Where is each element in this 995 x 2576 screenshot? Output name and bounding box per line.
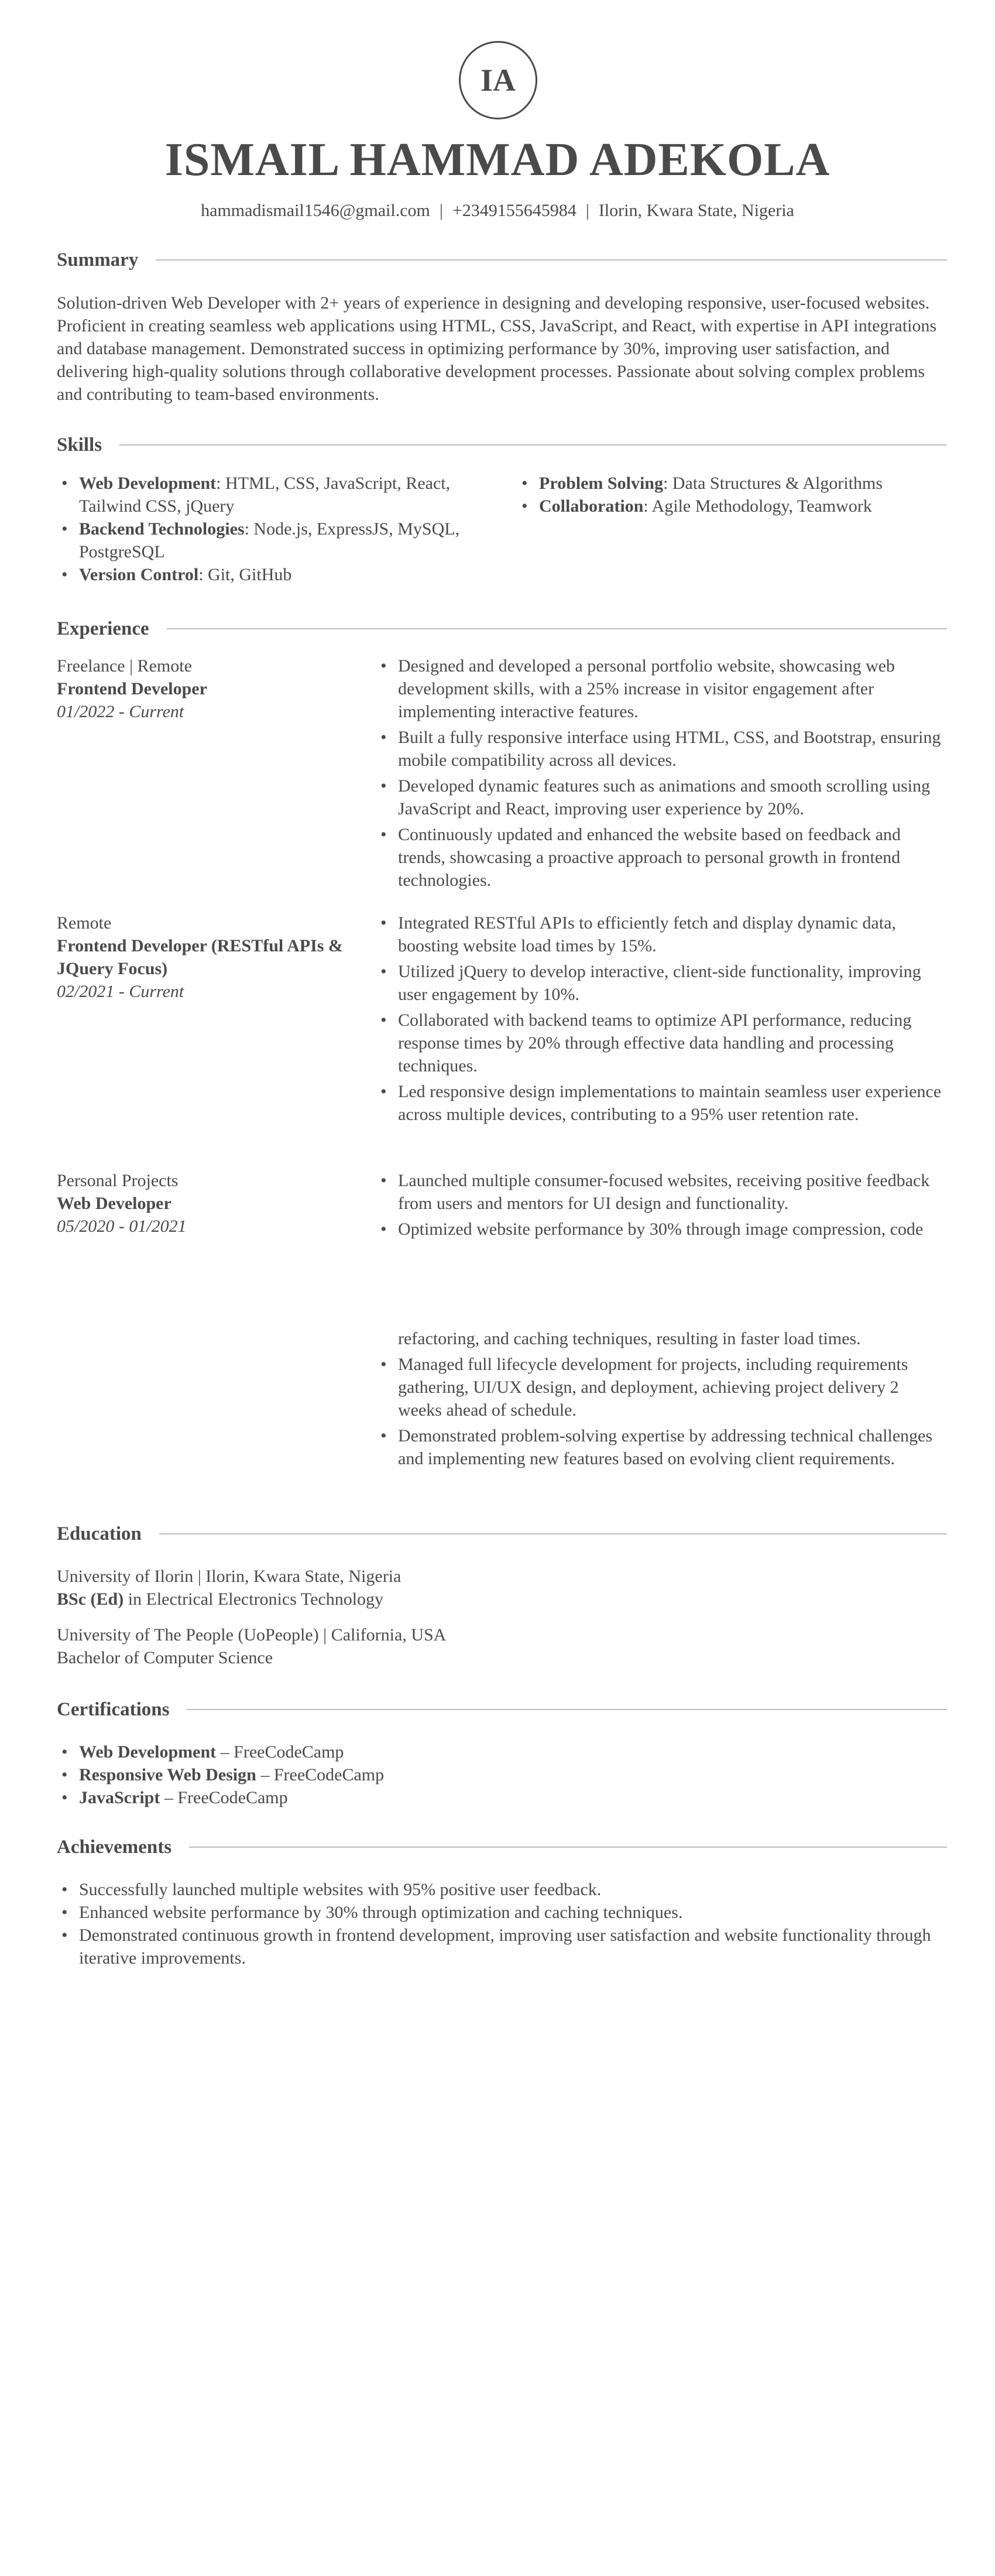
skill-item [517, 472, 947, 495]
skill-label: Collaboration [539, 496, 644, 516]
job-bullet: • Utilized jQuery to develop interactive, client-side functionality, improving user engagement by 10%. [376, 960, 947, 1006]
job-bullet: • Collaborated with backend teams to optimize API performance, reducing response times by 20% through effective data handling and processing techniques. [376, 1009, 947, 1077]
education-school: University of Ilorin | Ilorin, Kwara State, Nigeria [57, 1567, 402, 1586]
achievement-item: • Demonstrated continuous growth in frontend development, improving user satisfaction and website functionality through iterative improvements. [57, 1924, 947, 1969]
section-divider [119, 444, 947, 446]
contact-separator: | [585, 201, 589, 220]
education-title: Education [57, 1523, 142, 1544]
monogram-badge [459, 41, 537, 119]
education-degree [57, 1588, 947, 1611]
degree-type: BSc (Ed) [57, 1590, 124, 1609]
achievements-heading [57, 1835, 947, 1859]
job-role: Frontend Developer [57, 679, 207, 698]
section-divider [189, 1847, 947, 1848]
contact-email: hammadismail1546@gmail.com [201, 201, 430, 220]
job-bullet: • Integrated RESTful APIs to efficiently fetch and display dynamic data, boosting website load times by 15%. [376, 912, 947, 957]
job-company: Freelance | Remote [57, 656, 192, 676]
certifications-heading [57, 1698, 947, 1721]
skill-value: : Git, GitHub [198, 565, 292, 584]
job-bullet: • Continuously updated and enhanced the website based on feedback and trends, showcasing a proactive approach to personal growth in frontend technologies. [376, 823, 947, 892]
job-bullet: • Managed full lifecycle development for projects, including requirements gathering, UI/UX design, and deployment, achieving project delivery 2 weeks ahead of schedule. [376, 1353, 947, 1421]
education-school: University of The People (UoPeople) | California, USA [57, 1625, 447, 1645]
section-divider [167, 628, 947, 629]
monogram-text: IA [480, 63, 516, 98]
summary-text: Solution-driven Web Developer with 2+ years of experience in designing and developing responsive, user-focused websites. Proficient in creating seamless web applications using HTML, CSS, JavaScript, and React, with expertise in API integrations and database management. Demonstrated success in optimizing performance by 30%, improving user satisfaction, and delivering high-quality solutions through collaborative development processes. Passionate about solving complex problems and contributing to team-based environments. [57, 293, 937, 404]
certification-issuer: – FreeCodeCamp [160, 1788, 288, 1807]
certification-name: JavaScript [79, 1788, 160, 1807]
job-dates: 05/2020 - 01/2021 [57, 1217, 187, 1236]
certification-name: Responsive Web Design [79, 1765, 256, 1784]
job-bullet: • Developed dynamic features such as animations and smooth scrolling using JavaScript and React, improving user experience by 20%. [376, 775, 947, 820]
job-bullet: • Demonstrated problem-solving expertise by addressing technical challenges and implementing new features based on evolving client requirements. [376, 1424, 947, 1470]
certification-issuer: – FreeCodeCamp [256, 1765, 385, 1784]
certification-item [57, 1741, 947, 1763]
section-divider [187, 1709, 947, 1710]
certification-name: Web Development [79, 1742, 217, 1762]
section-divider [156, 259, 947, 261]
job-bullets [376, 912, 947, 1126]
skill-value: : Node.js, ExpressJS, MySQL, PostgreSQL [79, 519, 460, 561]
certifications-list [57, 1741, 947, 1809]
contact-location: Ilorin, Kwara State, Nigeria [598, 201, 794, 220]
skill-label: Version Control [79, 565, 199, 584]
job-company: Remote [57, 913, 112, 933]
achievements-title: Achievements [57, 1836, 172, 1858]
degree-field: in Electrical Electronics Technology [123, 1590, 384, 1609]
skills-title: Skills [57, 434, 102, 455]
experience-heading [57, 617, 947, 640]
certifications-title: Certifications [57, 1698, 170, 1720]
job-role: Frontend Developer (RESTful APIs & JQuery Focus) [57, 936, 343, 978]
skill-item [57, 472, 478, 518]
contact-separator: | [439, 201, 443, 220]
skill-label: Web Development [79, 474, 217, 493]
certification-issuer: – FreeCodeCamp [216, 1742, 344, 1762]
job-role: Web Developer [57, 1194, 171, 1213]
skill-value: : Data Structures & Algorithms [663, 474, 883, 493]
experience-title: Experience [57, 618, 149, 639]
achievements-list [57, 1878, 947, 1969]
contact-line [0, 201, 995, 221]
job-bullets [376, 1169, 947, 1241]
job-dates: 01/2022 - Current [57, 702, 184, 721]
job-bullet: • Optimized website performance by 30% through image compression, code [376, 1218, 947, 1241]
skills-column-left [57, 472, 478, 586]
job-bullet-continuation: refactoring, and caching techniques, resulting in faster load times. [398, 1329, 861, 1348]
job-bullets [376, 655, 947, 892]
achievement-item: • Enhanced website performance by 30% through optimization and caching techniques. [57, 1901, 947, 1924]
skill-label: Backend Technologies [79, 519, 245, 539]
skill-value: : HTML, CSS, JavaScript, React, Tailwind CSS, jQuery [79, 474, 451, 516]
job-bullet: • Led responsive design implementations to maintain seamless user experience across multiple devices, contributing to a 95% user retention rate. [376, 1080, 947, 1126]
skill-value: : Agile Methodology, Teamwork [643, 496, 872, 516]
job-meta [57, 912, 361, 1003]
summary-title: Summary [57, 249, 139, 270]
achievement-item: • Successfully launched multiple websites with 95% positive user feedback. [57, 1878, 947, 1901]
education-heading [57, 1522, 947, 1546]
skills-column-right [517, 472, 947, 518]
education-entry [57, 1623, 947, 1669]
summary-heading [57, 248, 947, 272]
education-entry [57, 1565, 947, 1611]
job-bullet: • Launched multiple consumer-focused websites, receiving positive feedback from users and mentors for UI design and functionality. [376, 1169, 947, 1215]
job-meta [57, 655, 361, 723]
job-bullet: • Designed and developed a personal portfolio website, showcasing web development skills, with a 25% increase in visitor engagement after implementing interactive features. [376, 655, 947, 723]
skill-label: Problem Solving [539, 474, 663, 493]
certification-item [57, 1763, 947, 1786]
job-meta [57, 1169, 361, 1238]
education-degree: Bachelor of Computer Science [57, 1648, 273, 1667]
section-divider [159, 1533, 947, 1534]
certification-item [57, 1786, 947, 1809]
skill-item [57, 518, 478, 563]
skill-item [517, 495, 947, 518]
contact-phone: +2349155645984 [452, 201, 577, 220]
job-company: Personal Projects [57, 1171, 179, 1190]
skills-heading [57, 433, 947, 457]
skill-item [57, 563, 478, 586]
job-dates: 02/2021 - Current [57, 982, 184, 1001]
job-bullet: • Built a fully responsive interface using HTML, CSS, and Bootstrap, ensuring mobile compatibility across all devices. [376, 726, 947, 772]
candidate-name: ISMAIL HAMMAD ADEKOLA [164, 134, 831, 186]
job-bullets-continued [376, 1327, 947, 1470]
